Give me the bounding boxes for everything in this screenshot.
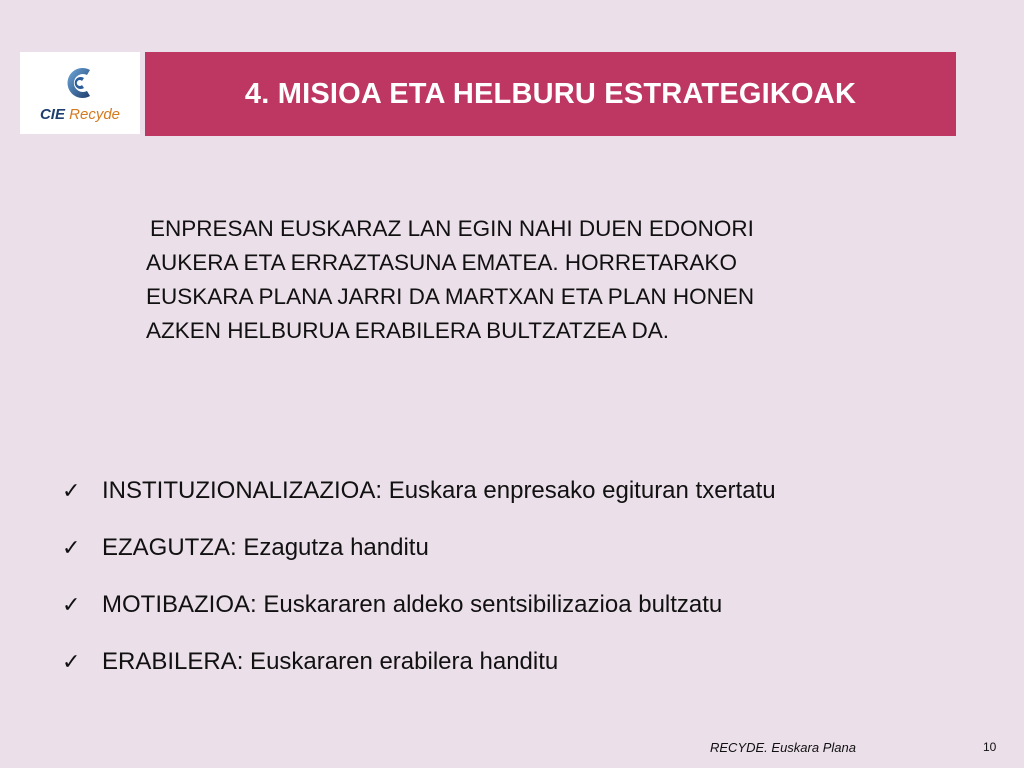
mission-line: AUKERA ETA ERRAZTASUNA EMATEA. HORRETARAKO xyxy=(146,250,737,275)
strategic-goals-list xyxy=(62,472,776,700)
mission-line: EUSKARA PLANA JARRI DA MARTXAN ETA PLAN HONEN xyxy=(146,284,755,309)
goal-text: MOTIBAZIOA: Euskararen aldeko sentsibilizazioa bultzatu xyxy=(102,591,723,618)
checkmark-icon: ✓ xyxy=(62,535,81,560)
checkmark-icon: ✓ xyxy=(62,478,81,503)
company-logo xyxy=(20,52,140,134)
goal-item xyxy=(62,643,776,681)
logo-brand-recyde: Recyde xyxy=(69,106,121,123)
page-number: 10 xyxy=(983,740,997,754)
footer-caption: RECYDE. Euskara Plana xyxy=(710,740,856,755)
goal-item xyxy=(62,529,776,567)
checkmark-icon: ✓ xyxy=(62,649,81,674)
goal-text: ERABILERA: Euskararen erabilera handitu xyxy=(102,648,559,675)
title-banner xyxy=(145,52,956,136)
goal-item xyxy=(62,586,776,624)
goal-text: EZAGUTZA: Ezagutza handitu xyxy=(102,534,429,561)
mission-line: AZKEN HELBURUA ERABILERA BULTZATZEA DA. xyxy=(146,318,670,343)
goal-item xyxy=(62,472,776,510)
mission-statement xyxy=(146,212,946,348)
logo-wordmark xyxy=(20,106,140,124)
cie-logo-mark-icon xyxy=(60,62,102,104)
slide-title: 4. MISIOA ETA HELBURU ESTRATEGIKOAK xyxy=(244,77,857,110)
goal-text: INSTITUZIONALIZAZIOA: Euskara enpresako egituran txertatu xyxy=(102,477,776,504)
logo-brand-cie: CIE xyxy=(39,106,65,123)
mission-line: ENPRESAN EUSKARAZ LAN EGIN NAHI DUEN EDONORI xyxy=(150,216,754,241)
checkmark-icon: ✓ xyxy=(62,592,81,617)
